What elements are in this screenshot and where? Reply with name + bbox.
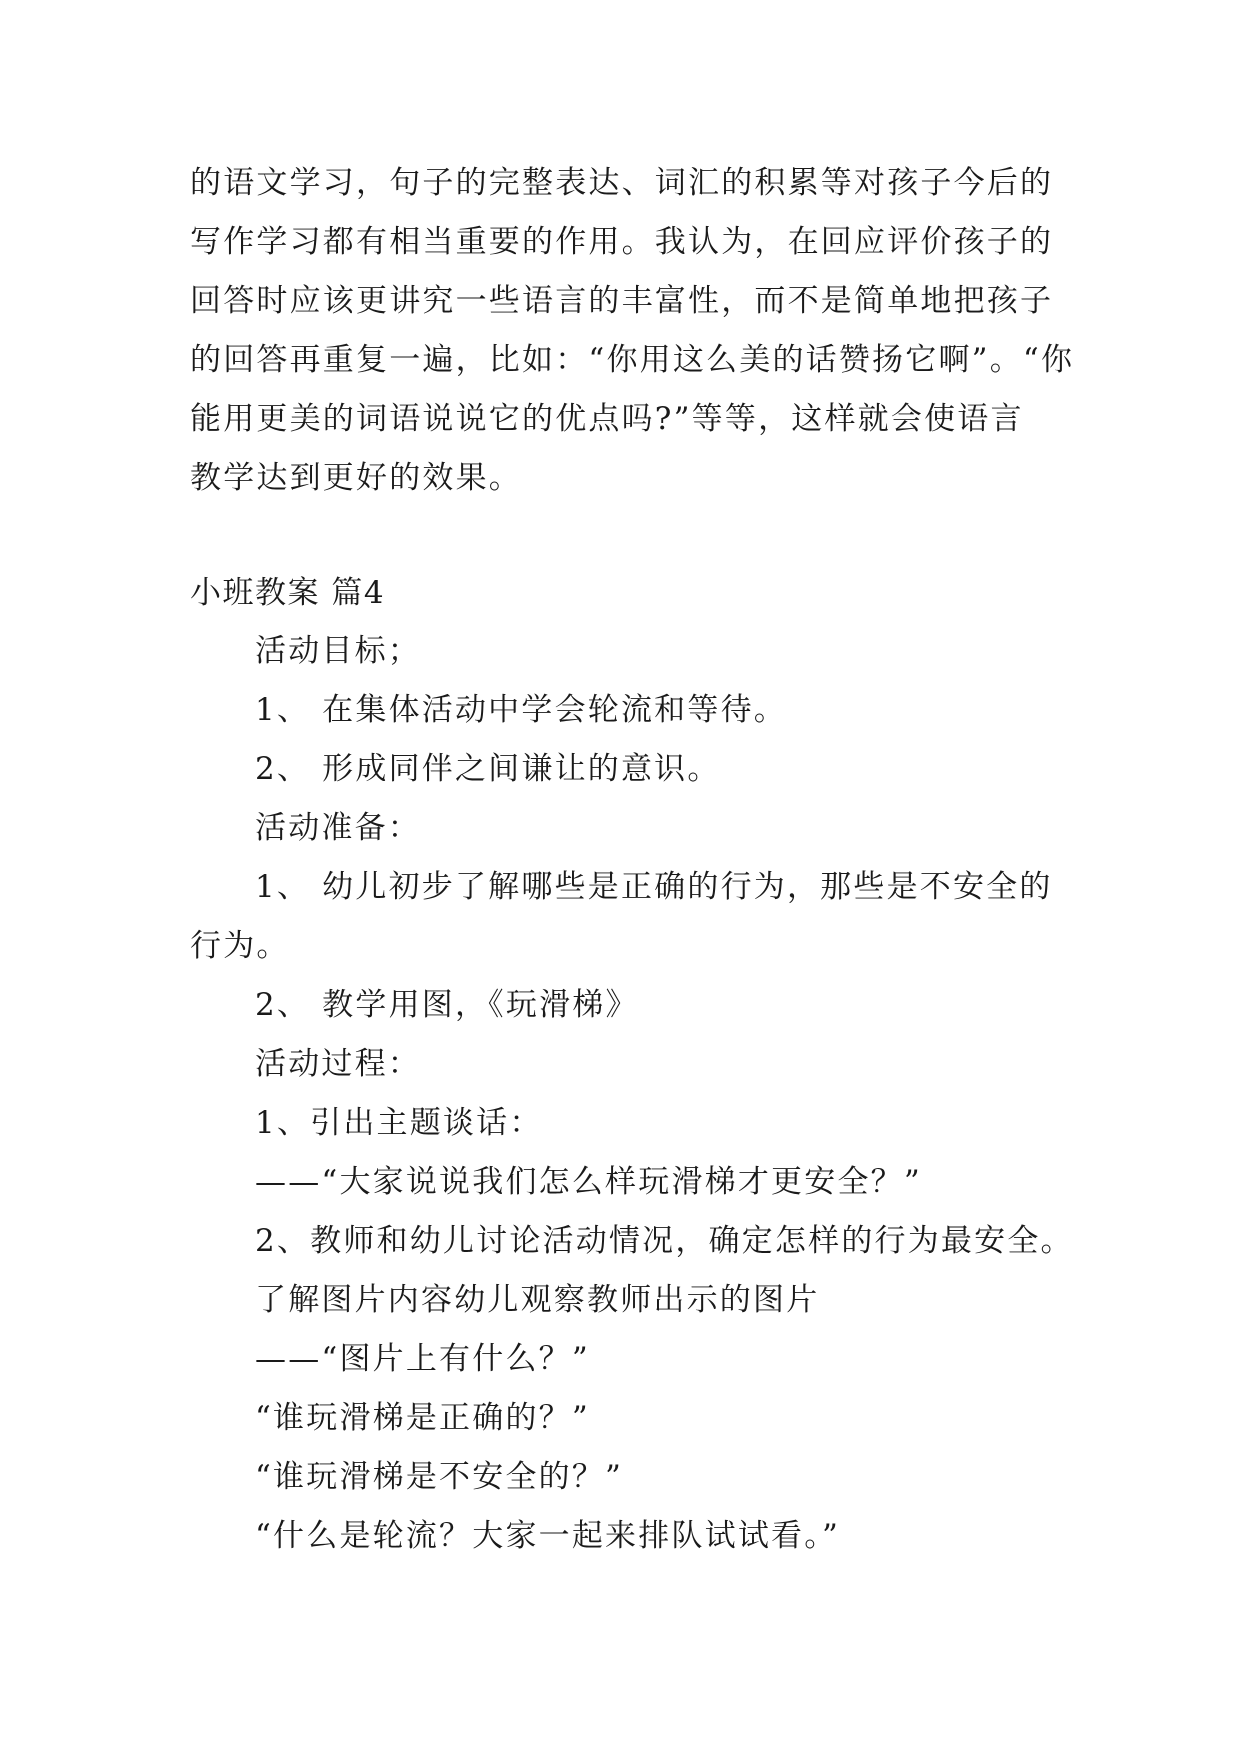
paragraph-line: 的回答再重复一遍，比如：“你用这么美的话赞扬它啊”。“你 [190,342,1075,378]
section-line: “谁玩滑梯是正确的？” [255,1400,590,1436]
section-line: 行为。 [190,928,290,964]
paragraph-line: 能用更美的词语说说它的优点吗?”等等，这样就会使语言 [190,401,1024,437]
section-line: “什么是轮流？大家一起来排队试试看。” [255,1518,840,1554]
paragraph-line: 写作学习都有相当重要的作用。我认为，在回应评价孩子的 [190,224,1054,260]
section-line: 1、引出主题谈话： [255,1105,543,1141]
section-line: 2、 教学用图，《玩滑梯》 [255,987,639,1023]
section-line: 1、 在集体活动中学会轮流和等待。 [255,692,787,728]
section-line: 了解图片内容幼儿观察教师出示的图片 [255,1282,820,1318]
section-line: 活动目标； [255,633,421,669]
paragraph-line: 回答时应该更讲究一些语言的丰富性，而不是简单地把孩子 [190,283,1054,319]
section-line: 活动准备： [255,810,421,846]
section-line: 2、 形成同伴之间谦让的意识。 [255,751,721,787]
section-line: ——“图片上有什么？” [255,1341,590,1377]
section-line: “谁玩滑梯是不安全的？” [255,1459,624,1495]
section-title: 小班教案 篇4 [190,575,386,611]
paragraph-line: 教学达到更好的效果。 [190,460,522,496]
section-line: 1、 幼儿初步了解哪些是正确的行为，那些是不安全的 [255,869,1053,905]
section-line: 活动过程： [255,1046,421,1082]
section-line: ——“大家说说我们怎么样玩滑梯才更安全？” [255,1164,922,1200]
section-line: 2、教师和幼儿讨论活动情况，确定怎样的行为最安全。 [255,1223,1074,1259]
paragraph-line: 的语文学习，句子的完整表达、词汇的积累等对孩子今后的 [190,165,1054,201]
